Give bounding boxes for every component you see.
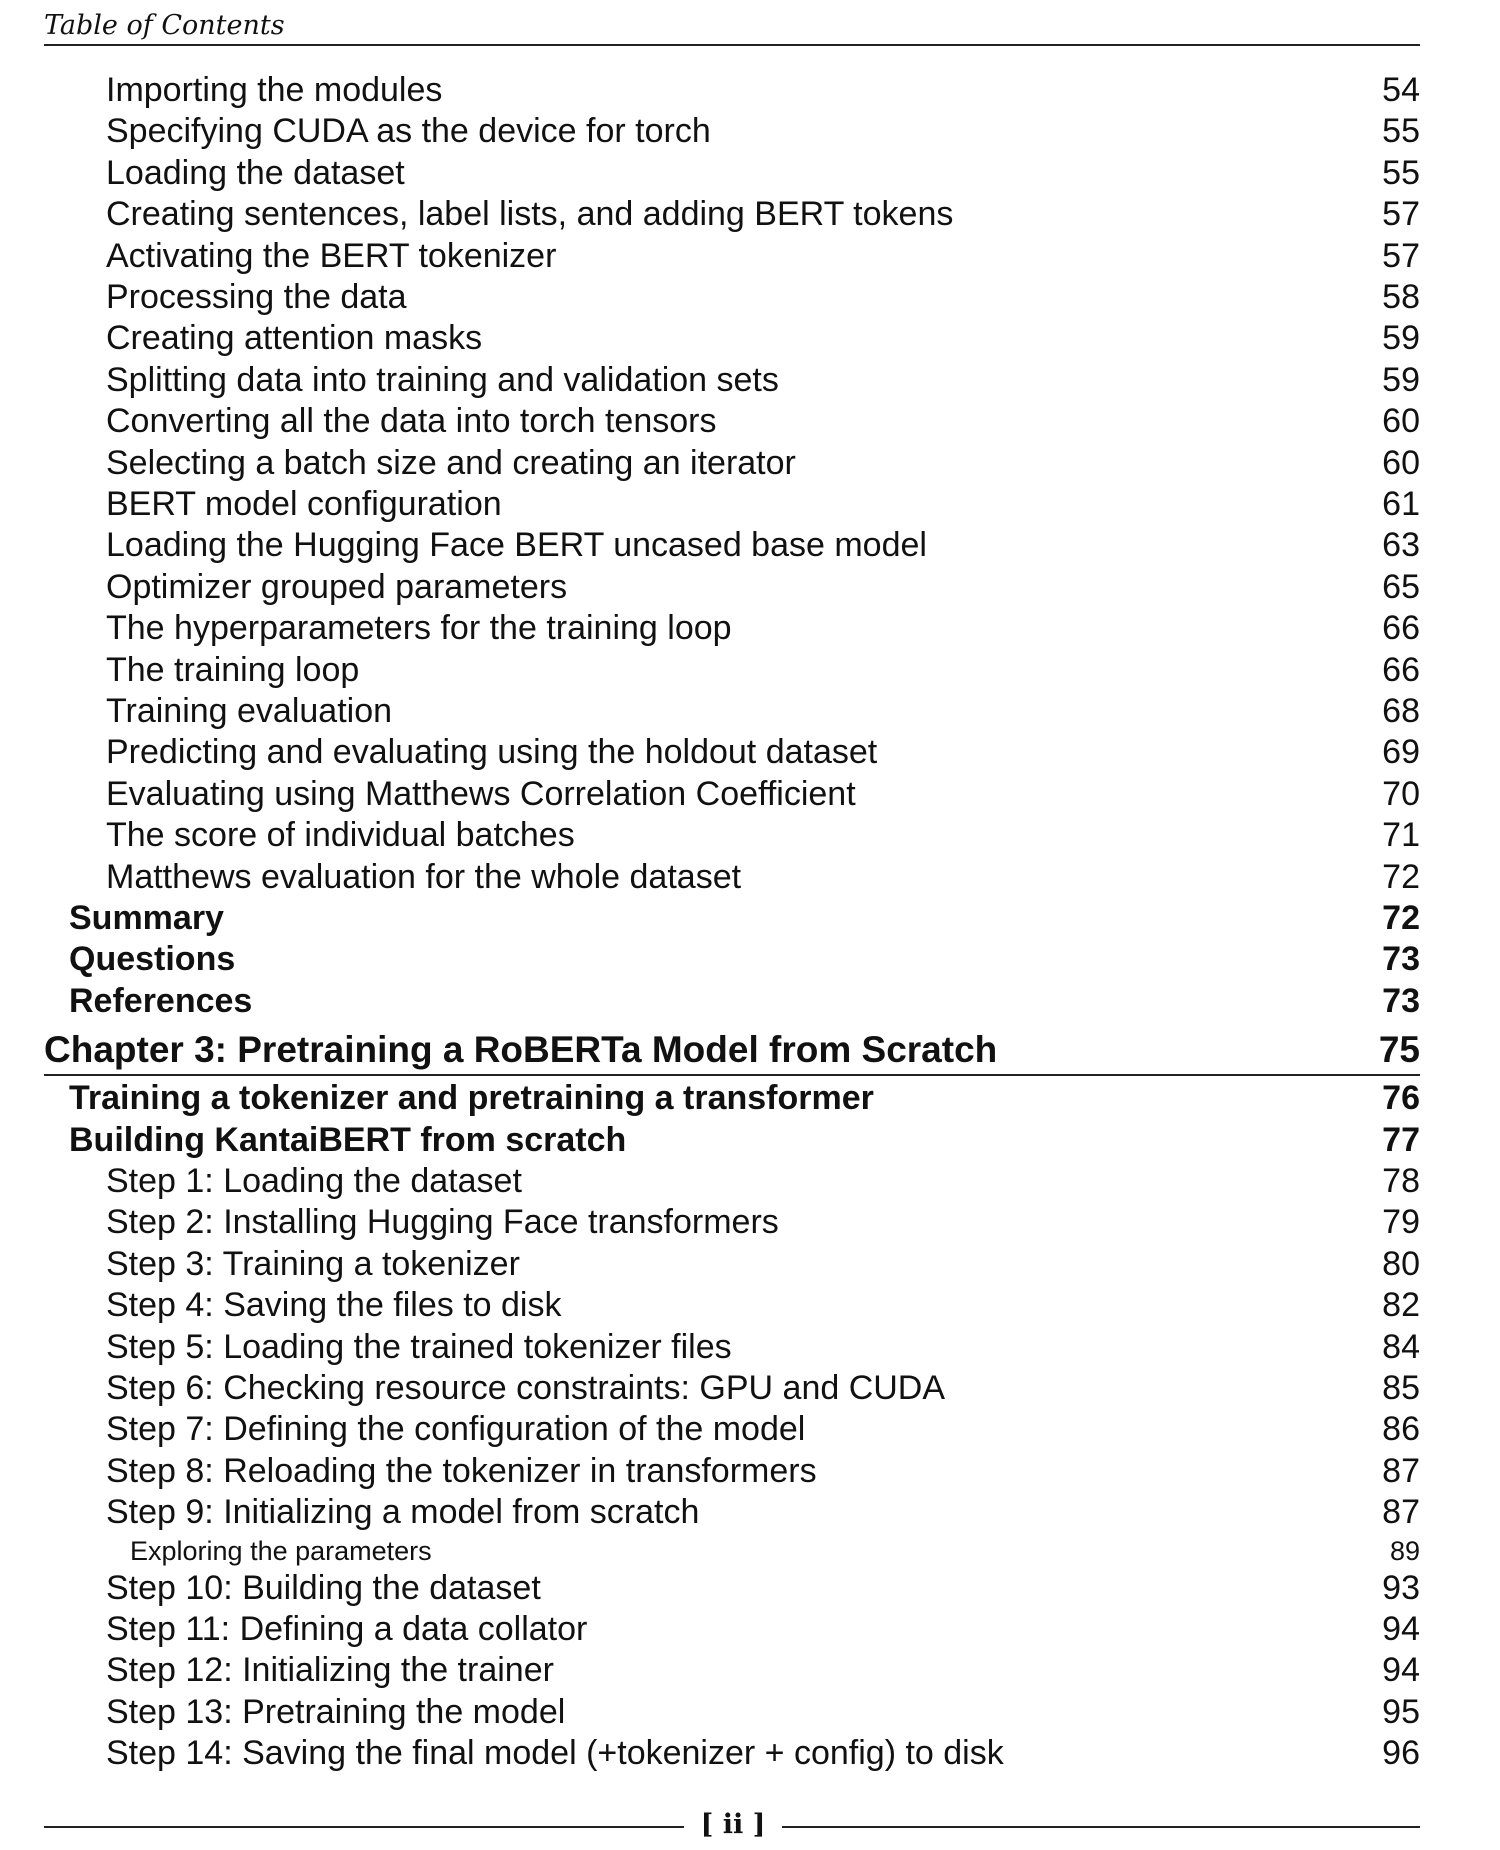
toc-entry-page: 84 — [1382, 1327, 1420, 1366]
toc-entry[interactable] — [44, 277, 1420, 317]
toc-entry-title: Creating attention masks — [106, 319, 483, 358]
toc-entry[interactable] — [44, 1078, 1420, 1118]
toc-entry-page: 93 — [1382, 1568, 1420, 1607]
toc-chapter-entry[interactable] — [44, 1028, 1420, 1076]
toc-entry-title: Training evaluation — [106, 692, 393, 730]
toc-entry-page: 55 — [1382, 153, 1420, 192]
toc-entry-page: 58 — [1382, 278, 1420, 316]
toc-entry[interactable] — [44, 1409, 1420, 1449]
toc-entry-title: Matthews evaluation for the whole dataset — [106, 857, 742, 896]
toc-entry-title: BERT model configuration — [106, 485, 502, 523]
toc-entry[interactable] — [44, 194, 1420, 234]
toc-entry-title: Step 13: Pretraining the model — [106, 1692, 566, 1731]
toc-entry-page: 85 — [1382, 1369, 1420, 1407]
toc-entry-page: 96 — [1382, 1734, 1420, 1773]
toc-entry-title: Step 12: Initializing the trainer — [106, 1651, 554, 1690]
toc-entry-page: 76 — [1382, 1079, 1420, 1118]
toc-entry-title: Importing the modules — [106, 71, 443, 109]
toc-entry[interactable] — [44, 1327, 1420, 1367]
toc-entry-title: Step 9: Initializing a model from scratch — [106, 1493, 700, 1532]
toc-entry-title: Creating sentences, label lists, and adding BERT tokens — [106, 195, 954, 234]
toc-entry-page: 59 — [1382, 319, 1420, 358]
toc-entry[interactable] — [44, 1451, 1420, 1491]
toc-entry-title: Predicting and evaluating using the holdout dataset — [106, 733, 878, 772]
toc-entry-page: 63 — [1382, 526, 1420, 565]
toc-entry-page: 77 — [1382, 1120, 1420, 1159]
toc-entry-page: 82 — [1382, 1286, 1420, 1325]
footer-rule-right — [782, 1826, 1420, 1828]
toc-entry-page: 86 — [1382, 1410, 1420, 1449]
toc-entry-title: Activating the BERT tokenizer — [106, 236, 557, 275]
page-footer — [44, 1807, 1420, 1843]
toc-entry[interactable] — [44, 236, 1420, 276]
toc-entry-title: Selecting a batch size and creating an iterator — [106, 443, 796, 482]
running-header-title: Table of Contents — [44, 10, 285, 41]
toc-entry-title: Step 11: Defining a data collator — [106, 1610, 588, 1648]
toc-entry[interactable] — [44, 857, 1420, 897]
toc-entry-title: Converting all the data into torch tensors — [106, 402, 717, 441]
toc-entry[interactable] — [44, 401, 1420, 441]
toc-entry-page: 70 — [1382, 774, 1420, 813]
toc-entry-title: Step 4: Saving the files to disk — [106, 1286, 562, 1325]
toc-entry[interactable] — [44, 1534, 1420, 1568]
toc-entry[interactable] — [44, 1492, 1420, 1532]
toc-entry-title: Loading the dataset — [106, 153, 405, 192]
toc-entry-title: Step 1: Loading the dataset — [106, 1162, 522, 1200]
toc-entry-title: Splitting data into training and validation sets — [106, 360, 779, 399]
toc-entry-title: The score of individual batches — [106, 816, 575, 855]
toc-entry-page: 68 — [1382, 692, 1420, 730]
toc-entry-title: Step 10: Building the dataset — [106, 1568, 541, 1607]
toc-entry[interactable] — [44, 443, 1420, 483]
toc-entry-page: 72 — [1382, 857, 1420, 896]
toc-entry-title: Step 2: Installing Hugging Face transformers — [106, 1203, 779, 1242]
toc-entry-title: Step 5: Loading the trained tokenizer files — [106, 1327, 732, 1366]
toc-entry-title: Processing the data — [106, 278, 407, 316]
toc-entry[interactable] — [44, 1733, 1420, 1773]
toc-entry[interactable] — [44, 484, 1420, 524]
toc-entry-page: 72 — [1382, 899, 1420, 937]
toc-entry[interactable] — [44, 1609, 1420, 1649]
toc-entry-page: 73 — [1382, 981, 1420, 1020]
toc-entry[interactable] — [44, 815, 1420, 855]
toc-entry-page: 87 — [1382, 1493, 1420, 1532]
toc-entry-page: 60 — [1382, 402, 1420, 441]
footer-rule-left — [44, 1826, 684, 1828]
running-header — [44, 8, 1420, 46]
toc-entry[interactable] — [44, 1650, 1420, 1690]
toc-entry-page: 61 — [1382, 485, 1420, 523]
toc-entry[interactable] — [44, 70, 1420, 110]
toc-entry[interactable] — [44, 608, 1420, 648]
toc-entry[interactable] — [44, 1568, 1420, 1608]
toc-entry-page: 57 — [1382, 236, 1420, 275]
toc-entry-page: 66 — [1382, 650, 1420, 689]
toc-entry[interactable] — [44, 360, 1420, 400]
toc-entry-title: Step 6: Checking resource constraints: GPU and CUDA — [106, 1369, 946, 1407]
toc-entry-page: 87 — [1382, 1451, 1420, 1490]
toc-entry-page: 71 — [1382, 816, 1420, 855]
toc-entry-title: Optimizer grouped parameters — [106, 567, 568, 606]
toc-entry-page: 73 — [1382, 940, 1420, 979]
toc-entry-title: Specifying CUDA as the device for torch — [106, 112, 711, 151]
toc-entry[interactable] — [44, 650, 1420, 690]
toc-entry-title: Step 3: Training a tokenizer — [106, 1244, 520, 1283]
toc-entry[interactable] — [44, 153, 1420, 193]
toc-entry-title: Building KantaiBERT from scratch — [69, 1120, 627, 1159]
toc-entry-page: 60 — [1382, 443, 1420, 482]
toc-entry[interactable] — [44, 567, 1420, 607]
toc-entry[interactable] — [44, 732, 1420, 772]
toc-entry[interactable] — [44, 939, 1420, 979]
toc-entry[interactable] — [44, 898, 1420, 938]
toc-entry-page: 80 — [1382, 1244, 1420, 1283]
toc-entry-title: Step 14: Saving the final model (+tokenizer + config) to disk — [106, 1734, 1004, 1773]
toc-entry-title: Training a tokenizer and pretraining a transformer — [69, 1079, 874, 1118]
toc-entry[interactable] — [44, 1120, 1420, 1160]
toc-entry[interactable] — [44, 1692, 1420, 1732]
toc-entry-page: 57 — [1382, 195, 1420, 234]
toc-entry-title: Questions — [69, 940, 236, 979]
toc-entry-title: The training loop — [106, 650, 360, 689]
toc-entry-title: Chapter 3: Pretraining a RoBERTa Model from Scratch — [44, 1029, 998, 1071]
toc-entry-title: References — [69, 981, 253, 1020]
toc-entry[interactable] — [44, 1368, 1420, 1408]
toc-entry-title: Summary — [69, 899, 224, 937]
toc-entry[interactable] — [44, 318, 1420, 358]
toc-entry-page: 65 — [1382, 567, 1420, 606]
toc-entry-page: 95 — [1382, 1692, 1420, 1731]
toc-entry[interactable] — [44, 774, 1420, 814]
toc-entry-title: Step 7: Defining the configuration of the model — [106, 1410, 806, 1449]
toc-entry-page: 54 — [1382, 71, 1420, 109]
toc-entry-page: 79 — [1382, 1203, 1420, 1242]
toc-entry-title: Loading the Hugging Face BERT uncased base model — [106, 526, 927, 565]
toc-entry-page: 59 — [1382, 360, 1420, 399]
toc-entry[interactable] — [44, 691, 1420, 731]
toc-entry-page: 66 — [1382, 609, 1420, 648]
toc-entry-title: Exploring the parameters — [130, 1535, 432, 1566]
toc-entry-page: 75 — [1378, 1029, 1420, 1071]
toc-entry-page: 69 — [1382, 733, 1420, 772]
toc-entry[interactable] — [44, 1285, 1420, 1325]
toc-entry-page: 94 — [1382, 1610, 1420, 1648]
toc-entry[interactable] — [44, 981, 1420, 1021]
toc-entry[interactable] — [44, 1244, 1420, 1284]
toc-entry-page: 55 — [1382, 112, 1420, 151]
page-number: [ ii ] — [700, 1809, 766, 1840]
toc-entry-title: The hyperparameters for the training loop — [106, 609, 732, 648]
toc-entry-page: 78 — [1382, 1162, 1420, 1200]
toc-entry[interactable] — [44, 525, 1420, 565]
toc-entry-title: Evaluating using Matthews Correlation Coefficient — [106, 774, 856, 813]
toc-entry-page: 89 — [1389, 1535, 1420, 1566]
toc-entry[interactable] — [44, 111, 1420, 151]
toc-entry-title: Step 8: Reloading the tokenizer in transformers — [106, 1451, 817, 1490]
toc-entry[interactable] — [44, 1202, 1420, 1242]
toc-entry-page: 94 — [1382, 1651, 1420, 1690]
toc-entry[interactable] — [44, 1161, 1420, 1201]
